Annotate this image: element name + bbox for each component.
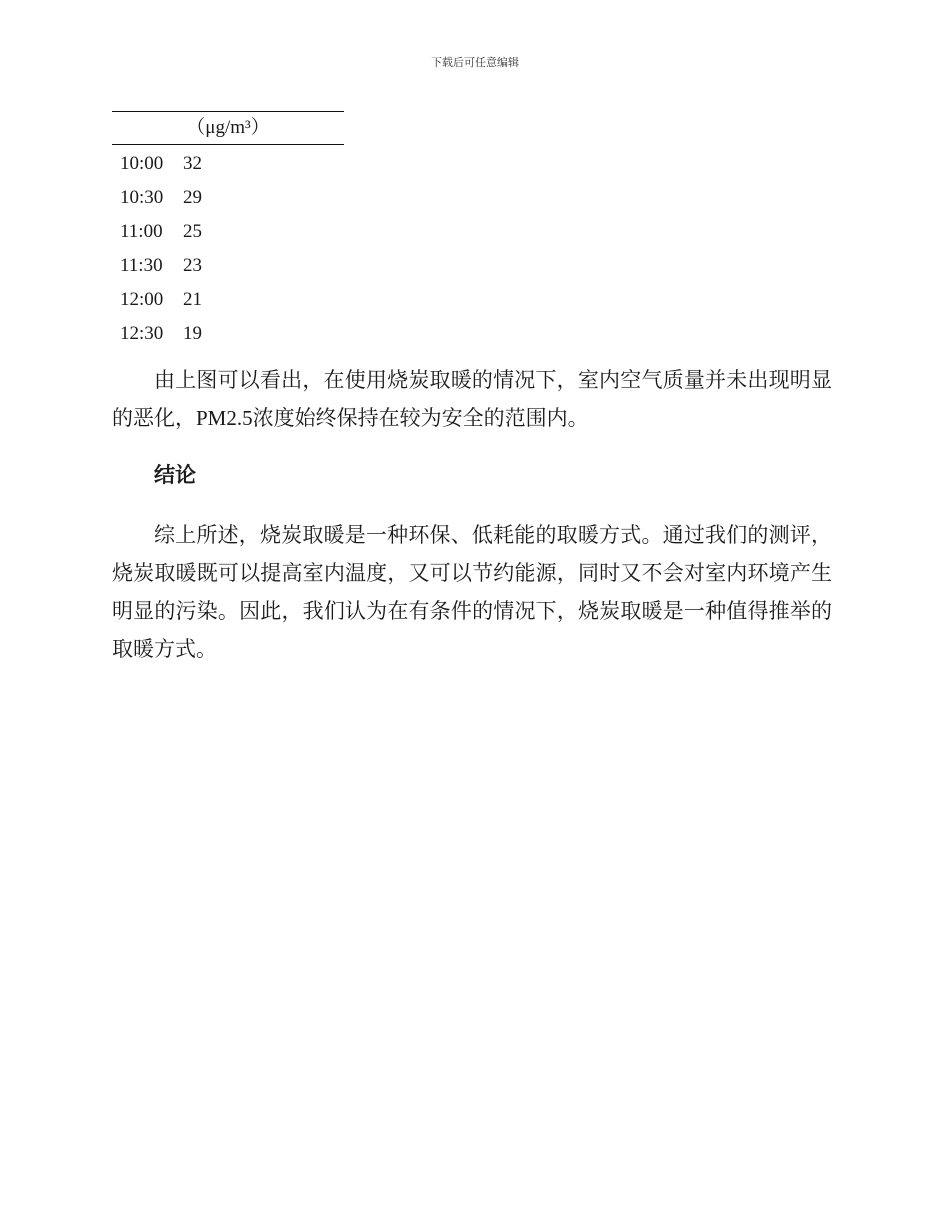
- time-cell: 10:30: [120, 187, 164, 208]
- table-row: [112, 283, 344, 317]
- table-row: [112, 249, 344, 283]
- value-cell: 21: [183, 289, 202, 310]
- table-row: [112, 147, 344, 181]
- time-cell: 12:00: [120, 289, 164, 310]
- pm25-table: [112, 111, 344, 351]
- table-row: [112, 181, 344, 215]
- table-body: [112, 145, 344, 351]
- analysis-paragraph: 由上图可以看出，在使用烧炭取暖的情况下，室内空气质量并未出现明显的恶化，PM2.5浓度始终保持在较为安全的范围内。: [112, 368, 832, 430]
- table-row: [112, 215, 344, 249]
- value-cell: 19: [183, 323, 202, 344]
- value-cell: 32: [183, 153, 202, 174]
- time-cell: 10:00: [120, 153, 164, 174]
- page-header: 下载后可任意编辑: [431, 57, 519, 69]
- time-cell: 12:30: [120, 323, 164, 344]
- table-unit-header: （μg/m³）: [186, 117, 270, 138]
- time-cell: 11:30: [120, 255, 163, 276]
- value-cell: 25: [183, 221, 202, 242]
- conclusion-paragraph: 综上所述，烧炭取暖是一种环保、低耗能的取暖方式。通过我们的测评，烧炭取暖既可以提高室内温度，又可以节约能源，同时又不会对室内环境产生明显的污染。因此，我们认为在有条件的情况下，烧炭取暖是一种值得推举的取暖方式。: [112, 523, 832, 661]
- table-row: [112, 317, 344, 351]
- conclusion-heading: 结论: [154, 463, 196, 487]
- value-cell: 29: [183, 187, 202, 208]
- value-cell: 23: [183, 255, 202, 276]
- time-cell: 11:00: [120, 221, 163, 242]
